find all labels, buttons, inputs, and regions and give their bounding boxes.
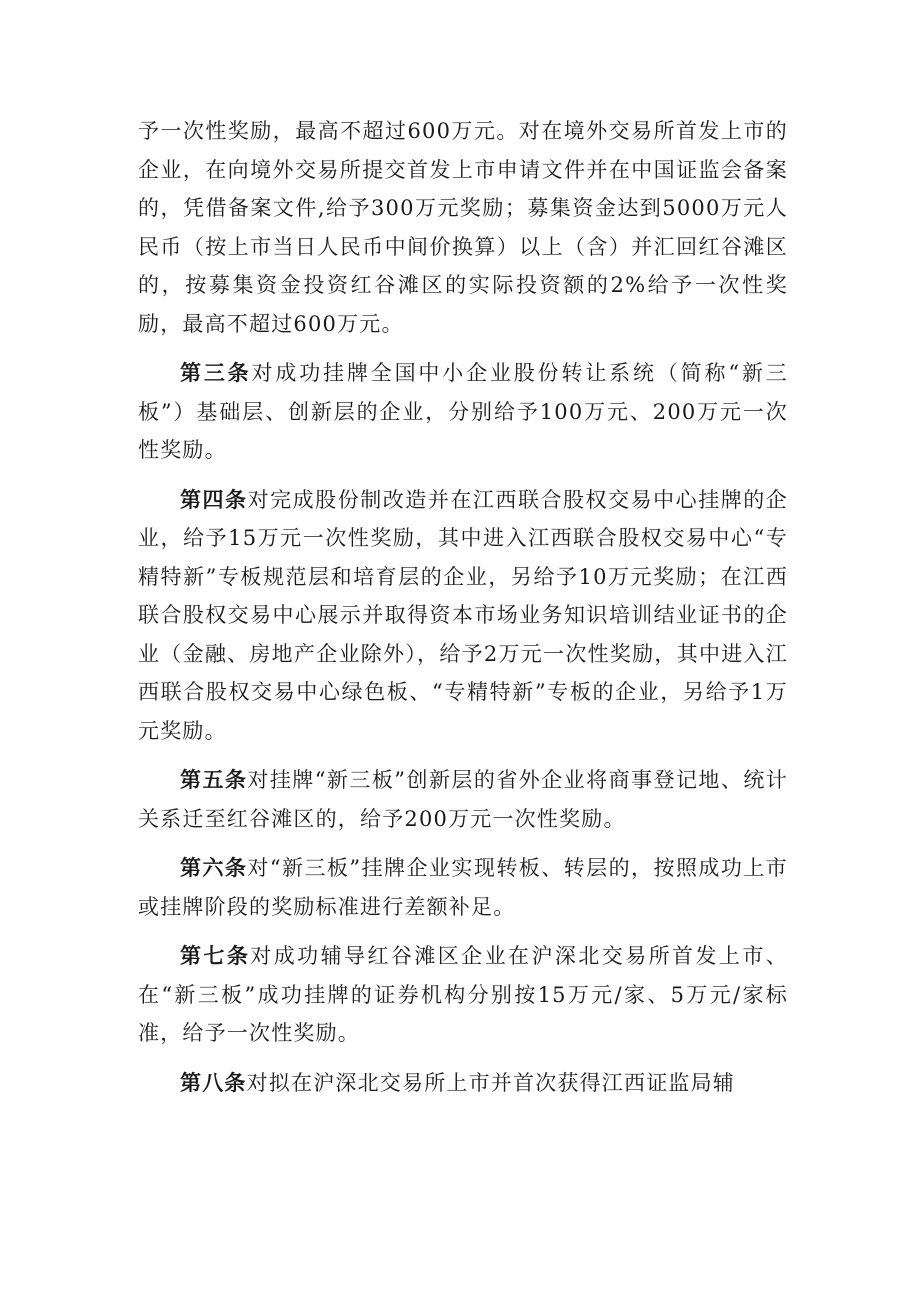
paragraph-text: 对“新三板”挂牌企业实现转板、转层的，按照成功上市或挂牌阶段的奖励标准进行差额补足。 — [138, 856, 788, 919]
article-7 — [138, 937, 788, 1053]
paragraph-text: 对完成股份制改造并在江西联合股权交易中心挂牌的企业，给予15万元一次性奖励，其中进入江西联合股权交易中心“专精特新”专板规范层和培育层的企业，另给予10万元奖励；在江西联合股权交易中心展示并取得资本市场业务知识培训结业证书的企业（金融、房地产企业除外），给予2万元一次性奖励，其中进入江西联合股权交易中心绿色板、“专精特新”专板的企业，另给予1万元奖励。 — [138, 487, 788, 743]
paragraph-text: 对成功挂牌全国中小企业股份转让系统（简称“新三板”）基础层、创新层的企业，分别给予100万元、200万元一次性奖励。 — [138, 361, 788, 462]
article-6 — [138, 849, 788, 926]
article-5 — [138, 761, 788, 838]
article-3 — [138, 354, 788, 470]
article-number: 第六条 — [180, 855, 248, 880]
article-number: 第五条 — [180, 767, 248, 792]
article-number: 第八条 — [180, 1069, 247, 1095]
paragraph-text: 对成功辅导红谷滩区企业在沪深北交易所首发上市、在“新三板”成功挂牌的证券机构分别按15万元/家、5万元/家标准，给予一次性奖励。 — [138, 944, 788, 1045]
article-number: 第四条 — [180, 486, 248, 512]
paragraph-text: 对拟在沪深北交易所上市并首次获得江西证监局辅 — [246, 1070, 736, 1095]
article-number: 第七条 — [180, 943, 251, 968]
article-8 — [138, 1064, 788, 1103]
article-4 — [138, 481, 788, 751]
paragraph-text: 予一次性奖励，最高不超过600万元。对在境外交易所首发上市的企业，在向境外交易所提交首发上市申请文件并在中国证监会备案的，凭借备案文件,给予300万元奖励；募集资金达到5000万元人民币（按上市当日人民币中间价换算）以上（含）并汇回红谷滩区的，按募集资金投资红谷滩区的实际投资额的2%给予一次性奖励，最高不超过600万元。 — [138, 119, 788, 336]
article-number: 第三条 — [180, 360, 252, 385]
paragraph-text: 对挂牌“新三板”创新层的省外企业将商事登记地、统计关系迁至红谷滩区的，给予200万元一次性奖励。 — [138, 768, 788, 831]
document-body — [138, 112, 788, 1113]
paragraph-continuation — [138, 112, 788, 343]
